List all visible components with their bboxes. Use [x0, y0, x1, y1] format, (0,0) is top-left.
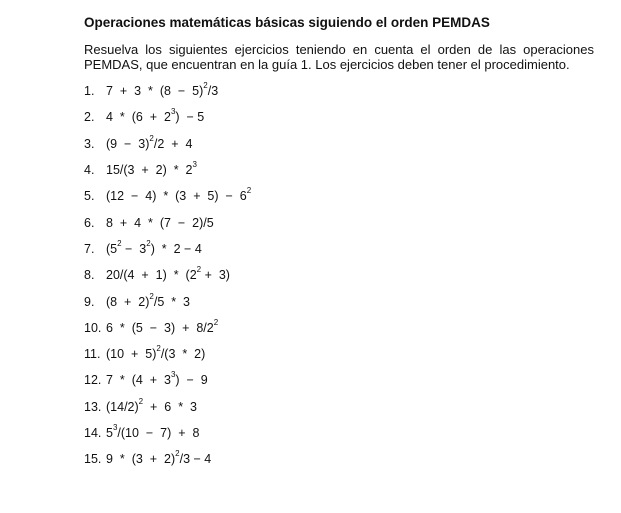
expression-text: /(3 * 2): [160, 347, 206, 362]
exercise-item: [84, 394, 594, 420]
expression-text: 8 + 4 * (7 − 2)/5: [106, 215, 214, 230]
exercise-number: 8.: [84, 268, 95, 283]
exercise-number: 11.: [84, 347, 101, 362]
exercise-list: [84, 78, 594, 472]
exponent: 2: [146, 238, 151, 248]
expression-text: 9 * (3 + 2): [106, 452, 176, 467]
exercise-item: [84, 157, 594, 183]
exercise-number: 4.: [84, 163, 95, 178]
exercise-item: [84, 78, 594, 104]
exponent: 2: [246, 186, 252, 196]
exercise-item: [84, 183, 594, 209]
exercise-expression: [106, 107, 205, 125]
exercise-item: [84, 367, 594, 393]
expression-text: /5 * 3: [153, 294, 191, 309]
expression-text: − 3: [121, 241, 147, 256]
expression-text: 7 * (4 + 3: [106, 373, 171, 388]
exponent: 2: [156, 344, 161, 354]
exercise-number: 10.: [84, 320, 102, 335]
exponent: 2: [149, 133, 154, 143]
expression-text: /3: [207, 84, 219, 99]
exercise-number: 15.: [84, 452, 102, 467]
exercise-item: [84, 209, 594, 235]
exponent: 2: [149, 291, 154, 301]
exercise-expression: [106, 291, 191, 309]
exercise-expression: [106, 186, 252, 204]
expression-text: ) − 9: [175, 373, 208, 388]
expression-text: 20/(4 + 1) * (2: [106, 268, 197, 283]
exercise-expression: [106, 423, 200, 440]
exercise-item: [84, 236, 594, 262]
exponent: 2: [203, 81, 208, 91]
exercise-expression: [106, 216, 214, 230]
exercise-item: [84, 262, 594, 288]
exponent: 3: [170, 107, 176, 117]
exercise-expression: [106, 370, 208, 388]
expression-text: ) * 2 − 4: [150, 241, 202, 256]
expression-text: (9 − 3): [106, 136, 150, 151]
exponent: 3: [170, 370, 176, 380]
exponent: 3: [192, 160, 197, 170]
exponent: 2: [175, 449, 180, 459]
exercise-expression: [106, 317, 219, 335]
expression-text: /2 + 4: [153, 136, 193, 151]
exercise-expression: [106, 265, 230, 283]
exercise-number: 14.: [84, 426, 102, 440]
exercise-number: 5.: [84, 189, 95, 204]
exponent: 3: [112, 423, 118, 432]
exercise-number: 6.: [84, 215, 95, 230]
exercise-expression: [106, 449, 212, 467]
exercise-expression: [106, 396, 197, 414]
exponent: 2: [196, 265, 202, 275]
exercise-number: 1.: [84, 84, 95, 99]
expression-text: 4 * (6 + 2: [106, 110, 171, 125]
exercise-number: 7.: [84, 241, 95, 256]
exercise-number: 3.: [84, 136, 95, 151]
document-page: [84, 14, 594, 472]
exponent: 2: [117, 238, 122, 248]
expression-text: (14/2): [106, 399, 139, 414]
instructions-paragraph: Resuelva los siguientes ejercicios teniendo en cuenta el orden de las operaciones PEMDAS, que encuentran en la guía 1. Los ejercicios deben tener el procedimiento.: [84, 42, 594, 72]
exercise-number: 2.: [84, 110, 95, 125]
expression-text: ) − 5: [175, 110, 205, 125]
expression-text: 5: [106, 426, 113, 440]
exercise-expression: [106, 160, 197, 178]
expression-text: + 3): [201, 268, 230, 283]
exercise-expression: [106, 81, 219, 99]
document-title: Operaciones matemáticas básicas siguiendo el orden PEMDAS: [84, 15, 490, 30]
expression-text: + 6 * 3: [143, 399, 197, 414]
exercise-item: [84, 104, 594, 130]
exercise-expression: [106, 238, 202, 256]
expression-text: (10 + 5): [106, 347, 157, 362]
expression-text: 15/(3 + 2) * 2: [106, 163, 193, 178]
exercise-number: 9.: [84, 294, 95, 309]
exercise-item: [84, 341, 594, 367]
exercise-item: [84, 446, 594, 472]
expression-text: /3 − 4: [179, 452, 212, 467]
expression-text: 7 + 3 * (8 − 5): [106, 84, 204, 99]
expression-text: (5: [106, 241, 118, 256]
exponent: 2: [213, 317, 219, 327]
expression-text: /(10 − 7) + 8: [117, 426, 200, 440]
exercise-number: 13.: [84, 399, 102, 414]
exercise-expression: [106, 133, 193, 151]
expression-text: 6 * (5 − 3) + 8/2: [106, 320, 214, 335]
exercise-item: [84, 288, 594, 314]
exercise-item: [84, 420, 594, 446]
exercise-item: [84, 315, 594, 341]
exercise-number: 12.: [84, 373, 102, 388]
exponent: 2: [138, 396, 144, 406]
exercise-item: [84, 131, 594, 157]
expression-text: (8 + 2): [106, 294, 150, 309]
exercise-expression: [106, 344, 206, 362]
expression-text: (12 − 4) * (3 + 5) − 6: [106, 189, 247, 204]
